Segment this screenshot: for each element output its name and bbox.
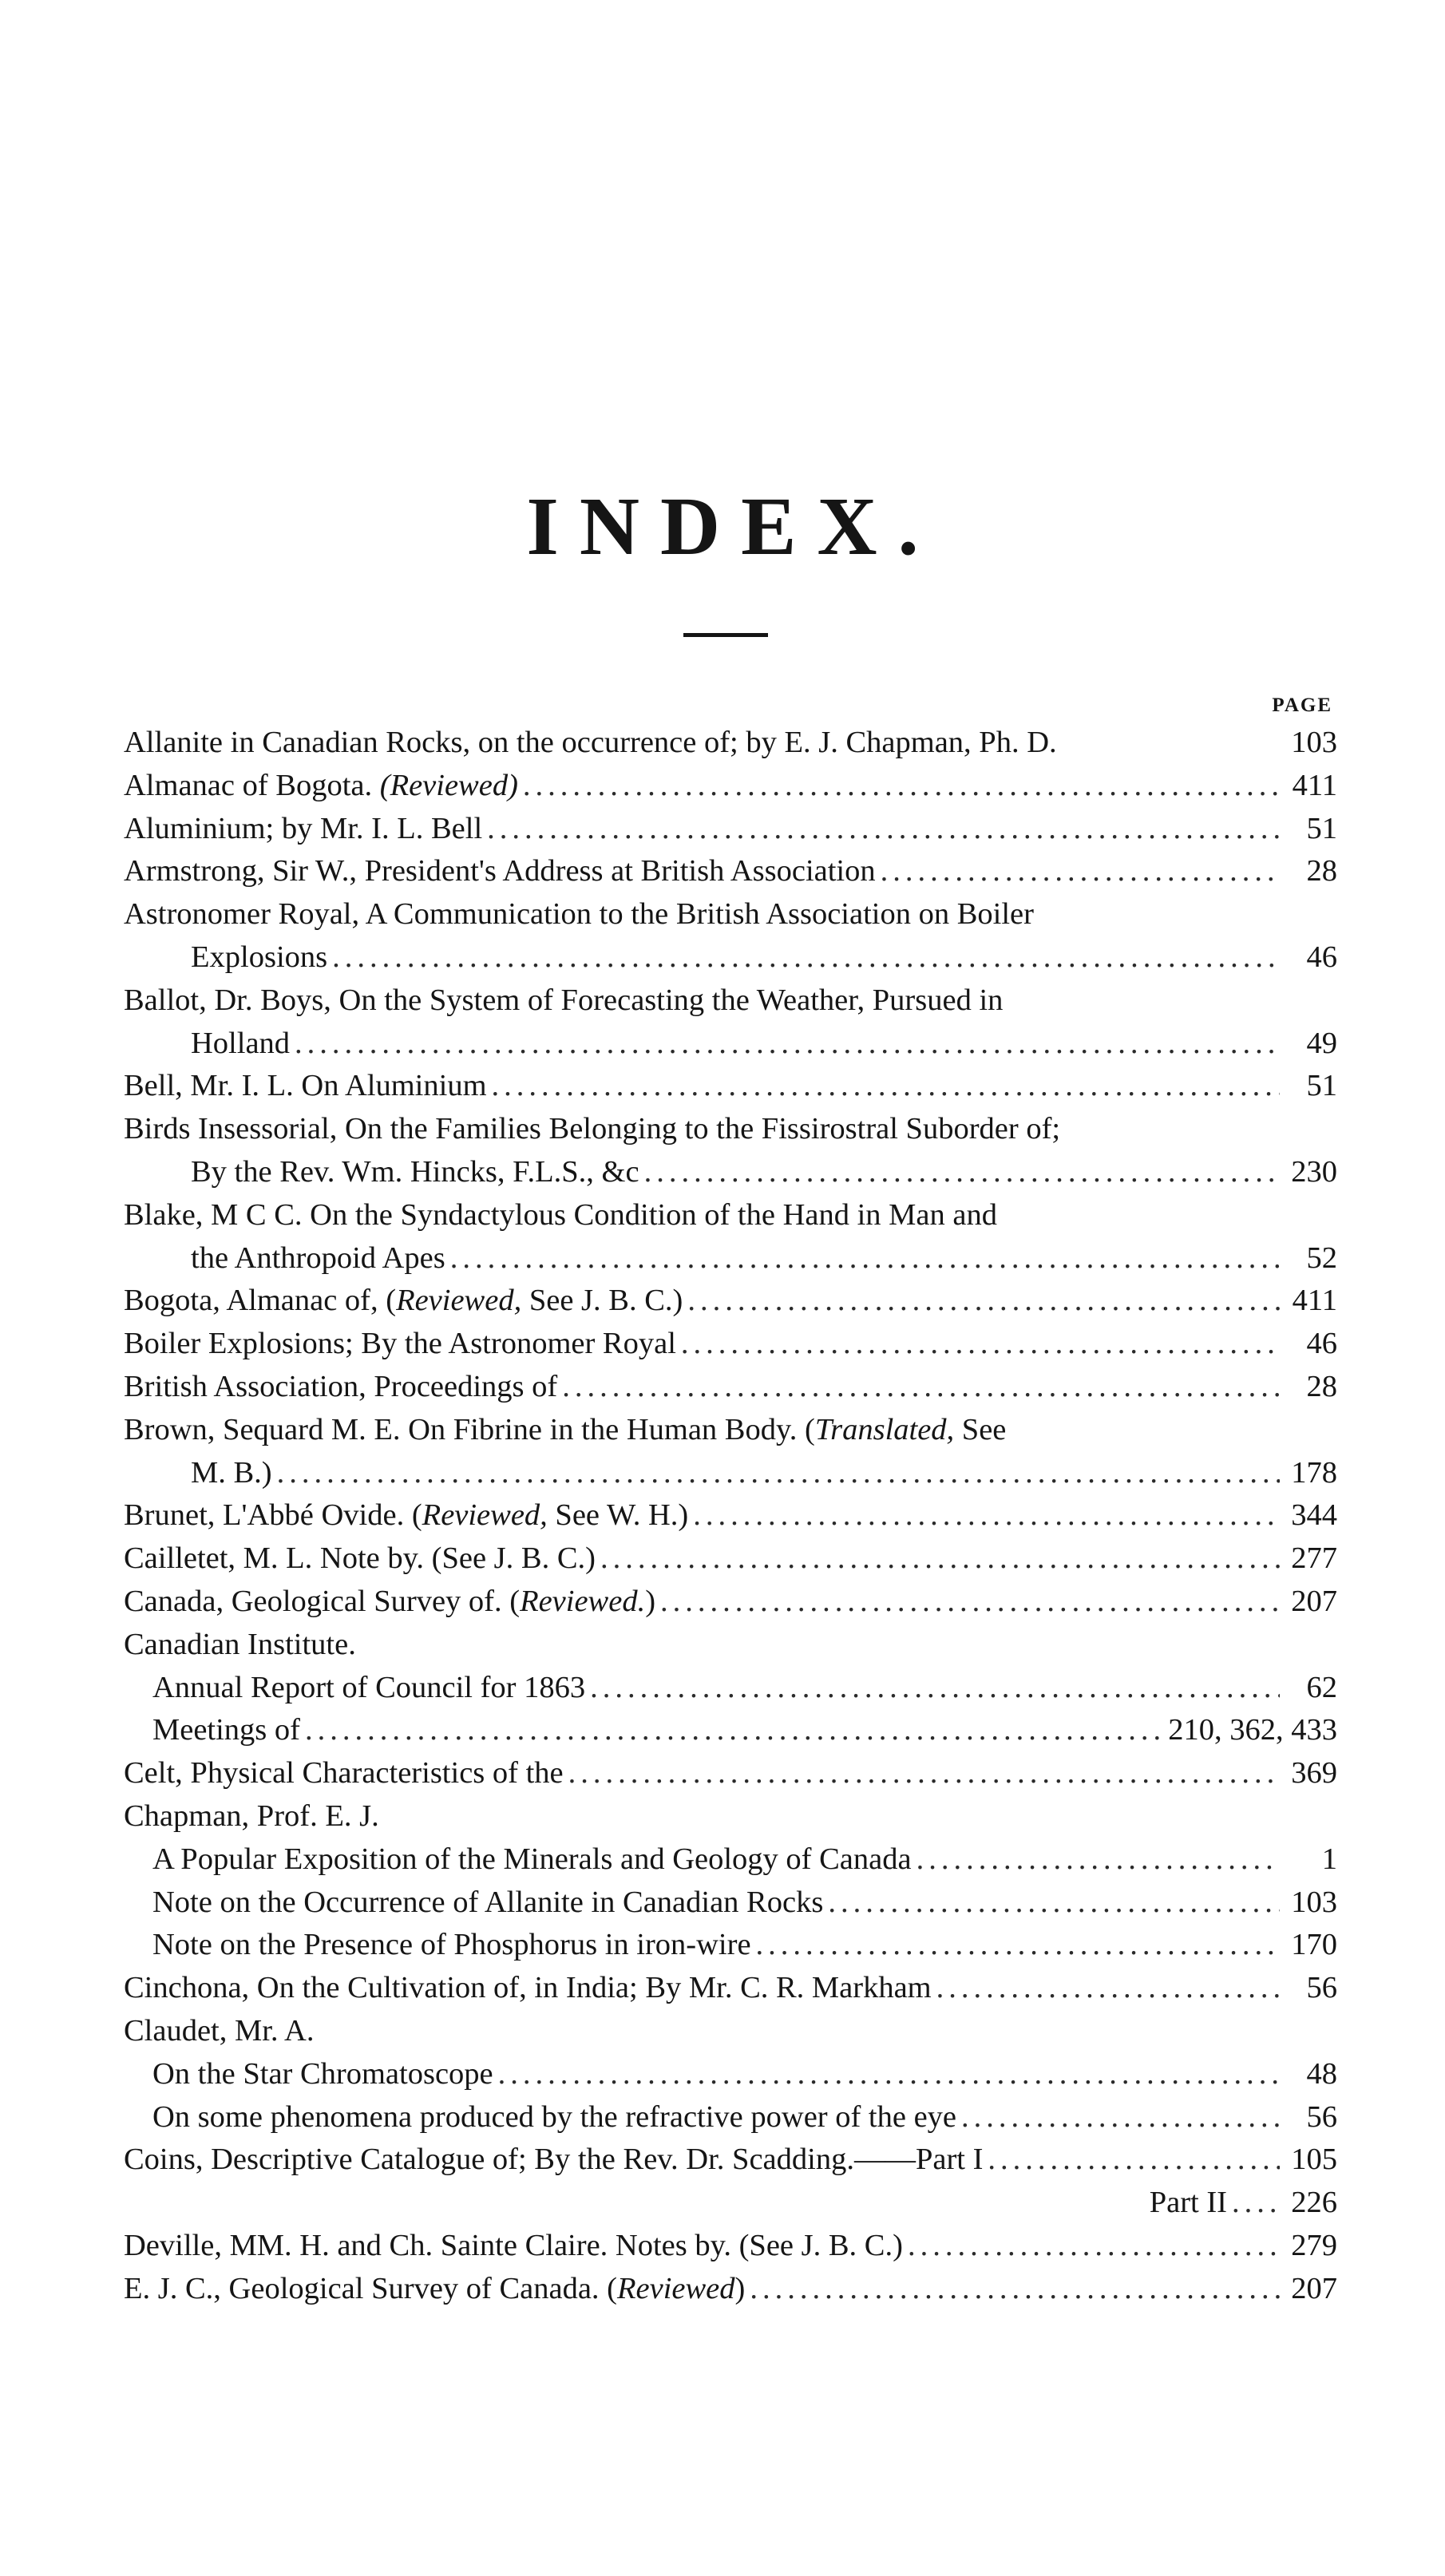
entry-text: Cinchona, On the Cultivation of, in India; By Mr. C. R. Markham: [124, 1971, 932, 2005]
index-entry: [124, 1924, 1337, 1967]
index-entry: [124, 893, 1337, 936]
page-number: 103: [1291, 726, 1337, 759]
index-entries: [124, 722, 1337, 2310]
page-title: INDEX.: [526, 481, 940, 572]
dot-leader: [295, 1023, 1280, 1066]
index-entry: [124, 1667, 1337, 1710]
dot-leader: [660, 1581, 1280, 1624]
dot-leader: [936, 1967, 1280, 2010]
entry-text: Allanite in Canadian Rocks, on the occurrence of; by E. J. Chapman, Ph. D.: [124, 726, 1057, 759]
dot-leader: [687, 1280, 1280, 1323]
page-number: 48: [1306, 2056, 1337, 2091]
page-number: 210, 362, 433: [1168, 1713, 1337, 1747]
entry-text: Meetings of: [152, 1713, 300, 1747]
entry-text: Canadian Institute.: [124, 1627, 356, 1661]
index-entry: [124, 936, 1337, 979]
entry-text: Birds Insessorial, On the Families Belonging to the Fissirostral Suborder of;: [124, 1112, 1061, 1146]
index-entry: [124, 1967, 1337, 2010]
index-entry: [124, 1795, 1337, 1838]
index-entry: [124, 2096, 1337, 2139]
page-number: 230: [1291, 1154, 1337, 1189]
entry-text: E. J. C., Geological Survey of Canada. (Reviewed): [124, 2271, 746, 2305]
page-number: 105: [1291, 2143, 1337, 2177]
entry-text: By the Rev. Wm. Hincks, F.L.S., &c: [191, 1154, 639, 1189]
dot-leader: [916, 1838, 1280, 1882]
entry-text: Armstrong, Sir W., President's Address at British Association: [124, 854, 876, 888]
entry-text: Annual Report of Council for 1863: [152, 1670, 586, 1704]
index-entry: [124, 1237, 1337, 1280]
entry-text: Astronomer Royal, A Communication to the British Association on Boiler: [124, 897, 1034, 932]
dot-leader: [332, 936, 1280, 979]
entry-text: A Popular Exposition of the Minerals and Geology of Canada: [152, 1842, 912, 1876]
dot-leader: [756, 1924, 1280, 1967]
entry-text: Bell, Mr. I. L. On Aluminium: [124, 1069, 487, 1103]
entry-text: Cailletet, M. L. Note by. (See J. B. C.): [124, 1541, 596, 1576]
entry-text: Note on the Presence of Phosphorus in iron-wire: [152, 1928, 751, 1962]
page-number: 28: [1306, 854, 1337, 888]
index-entry: [124, 1108, 1337, 1151]
dot-leader: [644, 1151, 1280, 1194]
dot-leader: [492, 1065, 1280, 1108]
index-entry: [124, 1838, 1337, 1882]
entry-text: British Association, Proceedings of: [124, 1369, 558, 1403]
page-number: 62: [1306, 1670, 1337, 1704]
page-number: 277: [1291, 1541, 1337, 1576]
page-number: 51: [1306, 1069, 1337, 1103]
index-entry: [124, 1537, 1337, 1581]
index-entry: [124, 2010, 1337, 2053]
page-number: 170: [1291, 1928, 1337, 1962]
dot-leader: [828, 1882, 1280, 1925]
index-entry: [124, 1709, 1337, 1752]
index-entry: [124, 1194, 1337, 1237]
index-entry: [124, 1065, 1337, 1108]
index-entry: [124, 1452, 1337, 1495]
index-entry: [124, 1366, 1337, 1409]
page-number: 344: [1291, 1498, 1337, 1533]
entry-text: M. B.): [191, 1455, 272, 1490]
dot-leader: [450, 1237, 1280, 1280]
entry-text: Holland: [191, 1026, 291, 1060]
index-entry: [124, 1023, 1337, 1066]
index-entry: [124, 765, 1337, 808]
entry-text: Aluminium; by Mr. I. L. Bell: [124, 811, 483, 845]
entry-text: Celt, Physical Characteristics of the: [124, 1756, 564, 1791]
dot-leader: [693, 1494, 1280, 1537]
index-entry: [124, 1494, 1337, 1537]
dot-leader: [961, 2096, 1280, 2139]
dot-leader: [498, 2053, 1280, 2096]
index-entry: [124, 1323, 1337, 1366]
page-column-header: PAGE: [1272, 694, 1332, 716]
dot-leader: [681, 1323, 1280, 1366]
page-number: 411: [1292, 1284, 1337, 1318]
page-number: 103: [1291, 1885, 1337, 1919]
entry-text: Note on the Occurrence of Allanite in Canadian Rocks: [152, 1885, 824, 1919]
index-entry: [124, 979, 1337, 1023]
entry-text: Explosions: [191, 940, 328, 974]
index-entry: [124, 1280, 1337, 1323]
page-number: 411: [1292, 768, 1337, 802]
entry-text: Deville, MM. H. and Ch. Sainte Claire. Notes by. (See J. B. C.): [124, 2228, 903, 2262]
page-number: 178: [1291, 1455, 1337, 1490]
page-number: 207: [1291, 2271, 1337, 2305]
dot-leader: [908, 2225, 1280, 2268]
entry-text: Boiler Explosions; By the Astronomer Royal: [124, 1327, 676, 1361]
dot-leader: [988, 2139, 1280, 2182]
entry-text: Bogota, Almanac of, (Reviewed, See J. B. C.): [124, 1284, 683, 1318]
dot-leader: [568, 1752, 1280, 1795]
dot-leader: [523, 765, 1280, 808]
dot-leader: [881, 850, 1280, 893]
entry-text: On some phenomena produced by the refractive power of the eye: [152, 2099, 957, 2134]
dot-leader: [487, 808, 1280, 851]
index-entry: [124, 850, 1337, 893]
dot-leader: [305, 1709, 1162, 1752]
entry-text: On the Star Chromatoscope: [152, 2056, 493, 2091]
index-entry: [124, 1882, 1337, 1925]
page-number: 56: [1306, 1971, 1337, 2005]
title-rule: [683, 633, 768, 637]
index-entry: [124, 1581, 1337, 1624]
entry-text: Canada, Geological Survey of. (Reviewed.): [124, 1584, 656, 1618]
entry-text: Almanac of Bogota. (Reviewed): [124, 768, 518, 802]
page-number: 52: [1306, 1241, 1337, 1275]
index-entry: [124, 2268, 1337, 2311]
page-number: 1: [1321, 1842, 1337, 1876]
dot-leader: [1232, 2182, 1280, 2225]
page-number: 369: [1291, 1756, 1337, 1791]
entry-text: Claudet, Mr. A.: [124, 2013, 315, 2048]
page-number: 279: [1291, 2228, 1337, 2262]
page-number: 207: [1291, 1584, 1337, 1618]
entry-text: the Anthropoid Apes: [191, 1241, 445, 1275]
dot-leader: [750, 2268, 1280, 2311]
entry-sublabel: Part II: [1149, 2186, 1227, 2220]
dot-leader: [277, 1452, 1280, 1495]
page-number: 46: [1306, 940, 1337, 974]
entry-text: Brunet, L'Abbé Ovide. (Reviewed, See W. H.): [124, 1498, 689, 1533]
page-number: 226: [1291, 2186, 1337, 2220]
index-entry: [124, 1409, 1337, 1452]
page-number: 28: [1306, 1369, 1337, 1403]
page-number: 51: [1306, 811, 1337, 845]
index-entry: [124, 2139, 1337, 2182]
index-entry: [124, 2182, 1337, 2225]
index-entry: [124, 1151, 1337, 1194]
page-number: 49: [1306, 1026, 1337, 1060]
index-entry: [124, 2053, 1337, 2096]
page-number: 46: [1306, 1327, 1337, 1361]
index-entry: [124, 1624, 1337, 1667]
index-entry: [124, 2225, 1337, 2268]
entry-text: Blake, M C C. On the Syndactylous Condition of the Hand in Man and: [124, 1197, 997, 1232]
dot-leader: [600, 1537, 1280, 1581]
entry-text: Chapman, Prof. E. J.: [124, 1798, 379, 1833]
index-entry: [124, 1752, 1337, 1795]
entry-text: Brown, Sequard M. E. On Fibrine in the Human Body. (Translated, See: [124, 1412, 1007, 1446]
dot-leader: [562, 1366, 1280, 1409]
entry-text: Ballot, Dr. Boys, On the System of Forecasting the Weather, Pursued in: [124, 983, 1004, 1017]
dot-leader: [590, 1667, 1280, 1710]
page-number: 56: [1306, 2099, 1337, 2134]
index-entry: [124, 808, 1337, 851]
index-entry: [124, 722, 1337, 765]
entry-text: Coins, Descriptive Catalogue of; By the Rev. Dr. Scadding.——Part I: [124, 2143, 984, 2177]
